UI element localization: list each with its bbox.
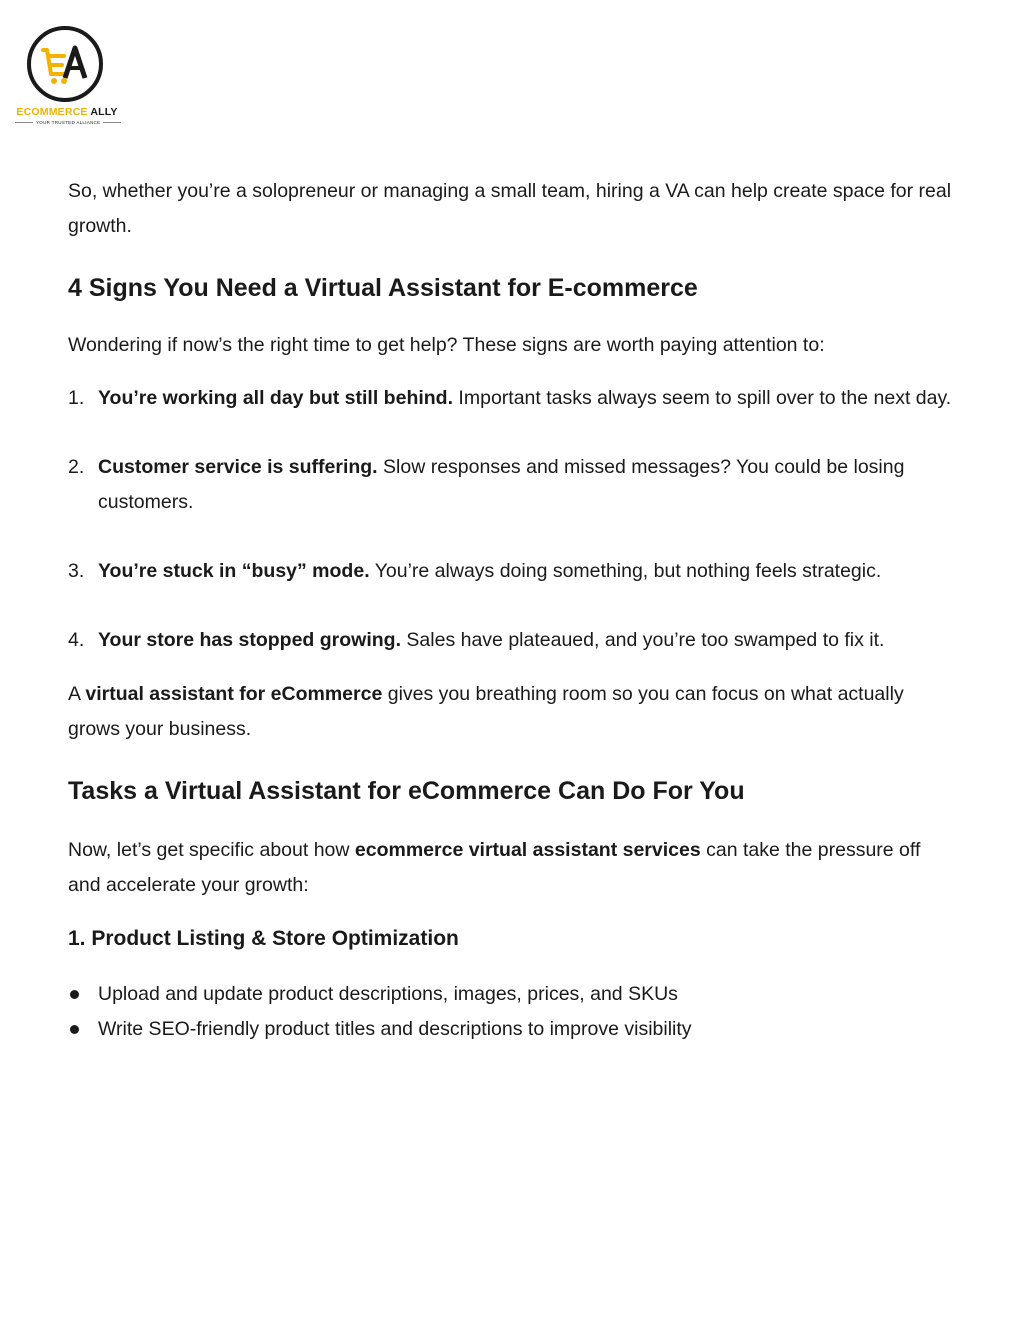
logo-brand-name xyxy=(12,106,122,118)
list-item-text: Slow responses and missed messages? You could be losing customers. xyxy=(98,456,905,513)
list-item xyxy=(68,623,958,658)
shopping-cart-icon xyxy=(31,30,99,98)
list-item-text: Important tasks always seem to spill over to the next day. xyxy=(453,387,952,409)
tasks-lead-post: can take the pressure off and accelerate your growth: xyxy=(68,839,921,896)
logo-brand-first: ECOMMERCE xyxy=(16,106,88,118)
list-item-bold: You’re stuck in “busy” mode. xyxy=(98,560,370,582)
tasks-lead-bold: ecommerce virtual assistant services xyxy=(354,839,701,861)
list-item-text: You’re always doing something, but nothing feels strategic. xyxy=(369,560,882,582)
logo-brand-second: ALLY xyxy=(90,106,118,118)
bullet-icon xyxy=(70,1025,79,1034)
company-logo xyxy=(10,24,122,128)
list-item xyxy=(68,450,958,520)
list-item-number: 2. xyxy=(68,456,85,478)
list-item xyxy=(68,554,958,589)
list-item-bold: Customer service is suffering. xyxy=(98,456,378,478)
bullet-text: Write SEO-friendly product titles and descriptions to improve visibility xyxy=(98,1018,692,1040)
list-item xyxy=(68,381,958,416)
closing-pre: A xyxy=(68,683,86,705)
closing-bold: virtual assistant for eCommerce xyxy=(85,683,383,705)
logo-tagline: YOUR TRUSTED ALLIANCE xyxy=(12,120,122,125)
tasks-lead-pre: Now, let’s get specific about how xyxy=(68,839,355,861)
list-item-text: Sales have plateaued, and you’re too swamped to fix it. xyxy=(401,629,885,651)
product-listing-subheading: 1. Product Listing & Store Optimization xyxy=(68,927,459,950)
signs-closing-paragraph xyxy=(68,677,958,747)
list-item-bold: You’re working all day but still behind. xyxy=(98,387,454,409)
list-item-bold: Your store has stopped growing. xyxy=(98,629,401,651)
list-item-number: 1. xyxy=(68,387,85,409)
bullet-text: Upload and update product descriptions, images, prices, and SKUs xyxy=(98,983,678,1005)
list-item-number: 4. xyxy=(68,629,85,651)
closing-post: gives you breathing room so you can focus on what actually grows your business. xyxy=(68,683,904,740)
signs-lead-paragraph: Wondering if now’s the right time to get help? These signs are worth paying attention to: xyxy=(68,334,825,356)
tasks-heading: Tasks a Virtual Assistant for eCommerce Can Do For You xyxy=(68,777,745,805)
bullet-icon xyxy=(70,990,79,999)
document-body xyxy=(68,174,958,1047)
signs-list xyxy=(68,381,958,658)
list-item xyxy=(68,977,958,1012)
tasks-bullet-list xyxy=(68,977,958,1047)
signs-heading: 4 Signs You Need a Virtual Assistant for E-commerce xyxy=(68,274,698,302)
tasks-lead-paragraph xyxy=(68,833,958,903)
intro-paragraph: So, whether you’re a solopreneur or managing a small team, hiring a VA can help create space for real growth. xyxy=(68,180,952,237)
list-item-number: 3. xyxy=(68,560,85,582)
list-item xyxy=(68,1012,958,1047)
